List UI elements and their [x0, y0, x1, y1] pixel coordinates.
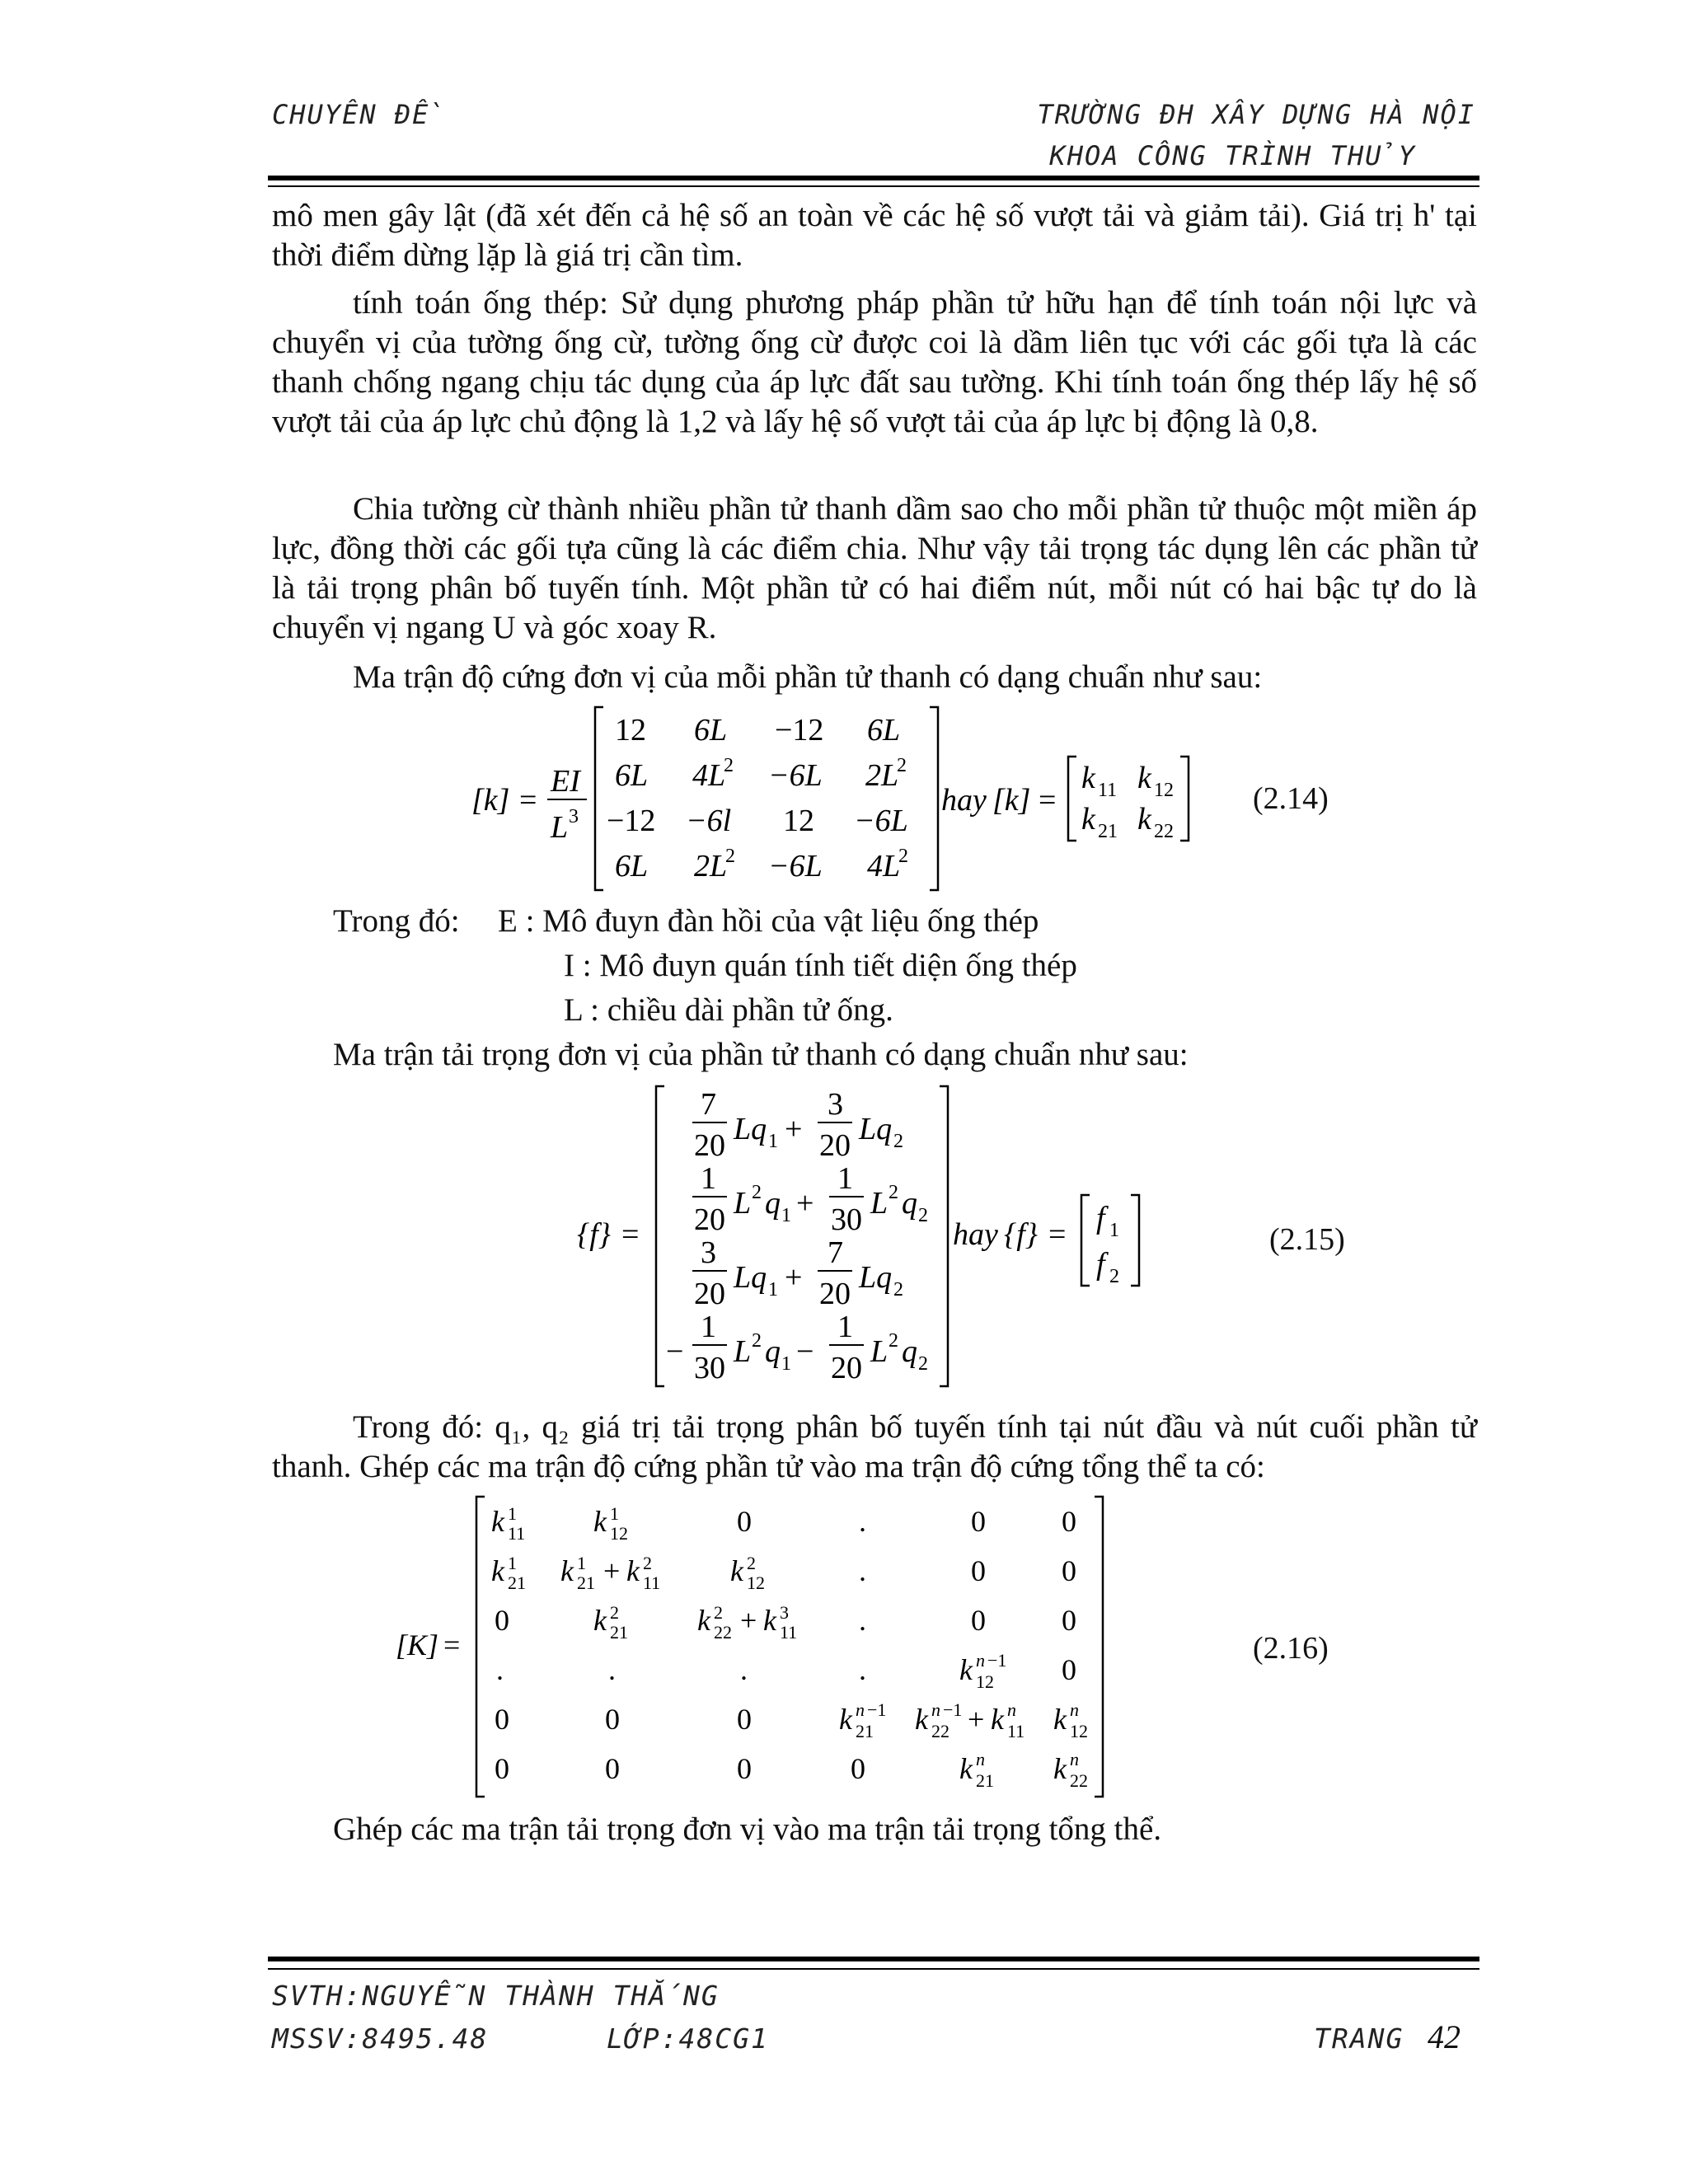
svg-text:L: L	[870, 1186, 889, 1221]
svg-text:12: 12	[1070, 1721, 1088, 1741]
svg-text:21: 21	[577, 1572, 595, 1593]
svg-text:11: 11	[643, 1572, 661, 1593]
svg-text:1: 1	[837, 1161, 853, 1196]
svg-text:7: 7	[701, 1087, 716, 1122]
svg-text:.: .	[608, 1653, 616, 1686]
svg-text:1: 1	[701, 1161, 716, 1196]
svg-text:0: 0	[1062, 1604, 1076, 1637]
svg-text:+: +	[785, 1260, 803, 1295]
svg-text:3: 3	[701, 1235, 716, 1270]
paragraph-5: Ma trận tải trọng đơn vị của phần tử thanh có dạng chuẩn như sau:	[333, 1037, 1189, 1072]
svg-text:0: 0	[1062, 1653, 1076, 1686]
svg-text:k: k	[593, 1505, 607, 1538]
svg-text:12: 12	[747, 1572, 765, 1593]
svg-text:2L: 2L	[865, 758, 899, 793]
svg-text:20: 20	[694, 1202, 725, 1237]
svg-text:0: 0	[1062, 1505, 1076, 1538]
paragraph-7: Ghép các ma trận tải trọng đơn vị vào ma trận tải trọng tổng thể.	[333, 1811, 1162, 1847]
svg-text:4L: 4L	[692, 758, 726, 793]
svg-text:2: 2	[610, 1602, 619, 1623]
svg-text:1: 1	[768, 1279, 778, 1301]
svg-text:21: 21	[508, 1572, 526, 1593]
svg-text:2: 2	[643, 1553, 652, 1573]
footer-class: LỚP:48CG1	[607, 2022, 769, 2055]
svg-text:6L: 6L	[615, 758, 649, 793]
svg-text:0: 0	[851, 1752, 865, 1785]
footer-mssv: MSSV:8495.48	[272, 2022, 489, 2055]
svg-text:L: L	[734, 1334, 752, 1369]
svg-text:−6L: −6L	[768, 758, 823, 793]
svg-text:6L: 6L	[615, 849, 649, 883]
svg-text:0: 0	[971, 1604, 986, 1637]
svg-text:7: 7	[828, 1235, 843, 1270]
svg-text:k: k	[730, 1554, 743, 1587]
svg-text:k: k	[626, 1554, 640, 1587]
paragraph-2: tính toán ống thép: Sử dụng phương pháp phần tử hữu hạn để tính toán nội lực và chuyển vị của tường ống cừ, tường ống cừ được coi là dầm liên tục với các gối tựa là các thanh chống ngang chịu tác dụng của áp lực đất sau tường. Khi tính toán ống thép lấy hệ số vượt tải của áp lực chủ động là 1,2 và lấy hệ số vượt tải của áp lực bị động là 0,8.	[272, 285, 1477, 439]
svg-text:21: 21	[976, 1770, 994, 1791]
svg-text:4L: 4L	[867, 849, 901, 883]
svg-text:n: n	[976, 1650, 985, 1671]
svg-text:30: 30	[831, 1202, 862, 1237]
where-L: L : chiều dài phần tử ống.	[564, 992, 893, 1028]
svg-text:−1: −1	[943, 1699, 963, 1720]
svg-text:2: 2	[898, 846, 908, 867]
svg-text:20: 20	[694, 1277, 725, 1311]
svg-text:q: q	[765, 1334, 781, 1369]
svg-text:22: 22	[714, 1622, 732, 1643]
equation-number-2-15: (2.15)	[1269, 1222, 1345, 1257]
svg-text:−12: −12	[775, 713, 824, 748]
svg-text:L: L	[734, 1186, 752, 1221]
svg-text:2: 2	[897, 755, 907, 776]
svg-text:20: 20	[819, 1277, 851, 1311]
svg-text:3: 3	[828, 1087, 843, 1122]
svg-text:2: 2	[918, 1353, 928, 1375]
svg-text:f: f	[1096, 1201, 1105, 1235]
svg-text:−12: −12	[607, 804, 656, 838]
svg-text:k: k	[491, 1554, 504, 1587]
svg-text:.: .	[859, 1604, 866, 1637]
svg-text:2: 2	[724, 755, 734, 776]
svg-text:1: 1	[508, 1553, 517, 1573]
svg-text:12: 12	[1154, 780, 1174, 801]
svg-text:2: 2	[1109, 1266, 1119, 1287]
svg-text:k: k	[1081, 802, 1095, 837]
svg-text:0: 0	[495, 1752, 509, 1785]
svg-text:0: 0	[737, 1752, 752, 1785]
load-vector-equation	[577, 1080, 1170, 1393]
svg-text:q: q	[765, 1186, 781, 1221]
svg-text:k: k	[697, 1604, 710, 1637]
svg-text:k: k	[560, 1554, 574, 1587]
svg-text:0: 0	[605, 1752, 620, 1785]
svg-text:.: .	[859, 1505, 866, 1538]
svg-text:.: .	[859, 1653, 866, 1686]
svg-text:−6l: −6l	[686, 804, 732, 838]
svg-text:k: k	[593, 1604, 607, 1637]
header-faculty: KHOA CÔNG TRÌNH THỦY	[1049, 140, 1416, 171]
svg-text:12: 12	[783, 804, 814, 838]
svg-text:0: 0	[971, 1505, 986, 1538]
paragraph-3: Chia tường cừ thành nhiều phần tử thanh dầm sao cho mỗi phần tử thuộc một miền áp lực, đồng thời các gối tựa cũng là các điểm chia. Như vậy tải trọng tác dụng lên các phần tử là tải trọng phân bố tuyến tính. Một phần tử có hai điểm nút, mỗi nút có hai bậc tự do là chuyển vị ngang U và góc xoay R.	[272, 491, 1477, 645]
svg-text:0: 0	[495, 1703, 509, 1736]
where-I: I : Mô đuyn quán tính tiết diện ống thép	[564, 948, 1077, 983]
svg-text:11: 11	[1007, 1721, 1025, 1741]
svg-text:0: 0	[737, 1703, 752, 1736]
svg-text:n: n	[1007, 1699, 1016, 1720]
svg-text:L: L	[870, 1334, 889, 1369]
svg-text:=: =	[1039, 783, 1057, 818]
svg-text:+: +	[796, 1186, 814, 1221]
svg-text:2: 2	[752, 1330, 762, 1352]
svg-text:20: 20	[694, 1128, 725, 1163]
stiffness-matrix-equation	[462, 699, 1203, 897]
svg-text:12: 12	[615, 713, 646, 748]
svg-text:k: k	[1053, 1752, 1067, 1785]
svg-text:−: −	[796, 1334, 814, 1369]
svg-text:q: q	[902, 1334, 917, 1369]
svg-text:+: +	[603, 1554, 621, 1587]
svg-text:30: 30	[694, 1351, 725, 1385]
svg-text:21: 21	[610, 1622, 628, 1643]
svg-text:Lq: Lq	[734, 1260, 767, 1295]
svg-text:6L: 6L	[694, 713, 728, 748]
header-left: CHUYÊN ĐỀ	[272, 99, 446, 130]
paragraph-6: Trong đó: q₁, q₂ giá trị tải trọng phân bố tuyến tính tại nút đầu và nút cuối phần tử thanh. Ghép các ma trận độ cứng phần tử vào ma trận độ cứng tổng thể ta có:	[272, 1409, 1477, 1484]
svg-text:1: 1	[837, 1310, 853, 1344]
svg-text:1: 1	[1109, 1220, 1119, 1241]
equation-number-2-14: (2.14)	[1253, 781, 1329, 816]
svg-text:21: 21	[1098, 821, 1118, 842]
page-number: 42	[1428, 2018, 1461, 2055]
svg-text:n: n	[1070, 1749, 1079, 1769]
svg-text:2: 2	[918, 1205, 928, 1226]
footer-rule-thick	[268, 1957, 1479, 1961]
svg-text:−1: −1	[987, 1650, 1007, 1671]
svg-text:1: 1	[781, 1353, 791, 1375]
svg-text:k: k	[763, 1604, 776, 1637]
paragraph-4: Ma trận độ cứng đơn vị của mỗi phần tử thanh có dạng chuẩn như sau:	[353, 659, 1263, 695]
svg-text:22: 22	[1070, 1770, 1088, 1791]
svg-text:+: +	[968, 1703, 985, 1736]
svg-text:k: k	[1137, 802, 1151, 837]
svg-text:0: 0	[1062, 1554, 1076, 1587]
svg-text:2: 2	[893, 1131, 903, 1152]
svg-text:21: 21	[856, 1721, 874, 1741]
svg-text:2: 2	[714, 1602, 723, 1623]
svg-text:{f}: {f}	[577, 1217, 611, 1252]
svg-text:2: 2	[725, 846, 735, 867]
hay-word-2: hay	[953, 1217, 998, 1252]
svg-text:n: n	[931, 1699, 940, 1720]
paragraph-1: mô men gây lật (đã xét đến cả hệ số an toàn về các hệ số vượt tải và giảm tải). Giá trị h' tại thời điểm dừng lặp là giá trị cần tìm.	[272, 198, 1477, 273]
svg-text:−6L: −6L	[854, 804, 908, 838]
svg-text:.: .	[740, 1653, 748, 1686]
svg-text:11: 11	[780, 1622, 798, 1643]
svg-text:12: 12	[610, 1523, 628, 1544]
svg-text:k: k	[1137, 761, 1151, 795]
svg-text:.: .	[859, 1554, 866, 1587]
svg-text:1: 1	[577, 1553, 586, 1573]
svg-text:.: .	[496, 1653, 504, 1686]
svg-text:2L: 2L	[694, 849, 728, 883]
svg-text:=: =	[443, 1629, 461, 1661]
svg-text:11: 11	[1098, 780, 1118, 801]
global-stiffness-matrix-equation	[387, 1490, 1146, 1803]
header-rule-thick	[268, 176, 1479, 180]
equation-number-2-16: (2.16)	[1253, 1631, 1329, 1666]
footer-student: SVTH:NGUYỄN THÀNH THẮNG	[272, 1980, 720, 2012]
header-university: TRƯỜNG ĐH XÂY DỰNG HÀ NỘI	[1037, 99, 1475, 130]
svg-text:Lq: Lq	[859, 1260, 893, 1295]
svg-text:k: k	[839, 1703, 852, 1736]
svg-text:k: k	[491, 1505, 504, 1538]
svg-text:Lq: Lq	[859, 1112, 893, 1146]
svg-text:3: 3	[780, 1602, 789, 1623]
svg-text:k: k	[959, 1752, 973, 1785]
svg-text:−6L: −6L	[768, 849, 823, 883]
svg-text:L: L	[551, 810, 569, 845]
svg-text:[k]: [k]	[992, 783, 1031, 818]
svg-text:22: 22	[1154, 821, 1174, 842]
svg-text:n: n	[1070, 1699, 1079, 1720]
svg-text:[K]: [K]	[396, 1629, 439, 1661]
svg-text:k: k	[1081, 761, 1095, 795]
svg-text:{f}: {f}	[1004, 1217, 1038, 1252]
svg-text:=: =	[621, 1217, 640, 1252]
svg-text:0: 0	[737, 1505, 752, 1538]
svg-text:0: 0	[605, 1703, 620, 1736]
header-rule-thin	[268, 185, 1479, 187]
svg-text:1: 1	[610, 1503, 619, 1524]
svg-text:−: −	[666, 1334, 684, 1369]
svg-text:20: 20	[831, 1351, 862, 1385]
svg-text:2: 2	[889, 1330, 898, 1352]
svg-text:0: 0	[495, 1604, 509, 1637]
svg-text:1: 1	[768, 1131, 778, 1152]
svg-text:2: 2	[889, 1182, 898, 1203]
svg-text:Lq: Lq	[734, 1112, 767, 1146]
svg-text:[k]: [k]	[471, 783, 510, 818]
where-E: E : Mô đuyn đàn hồi của vật liệu ống thép	[498, 903, 1039, 939]
svg-text:q: q	[902, 1186, 917, 1221]
svg-text:+: +	[740, 1604, 757, 1637]
svg-text:1: 1	[508, 1503, 517, 1524]
hay-word-1: hay	[941, 783, 987, 818]
svg-text:6L: 6L	[867, 713, 901, 748]
svg-text:1: 1	[781, 1205, 791, 1226]
svg-text:f: f	[1096, 1247, 1105, 1282]
svg-text:=: =	[519, 783, 537, 818]
svg-text:+: +	[785, 1112, 803, 1146]
svg-text:−1: −1	[867, 1699, 887, 1720]
footer-page-label: TRANG	[1314, 2022, 1404, 2055]
svg-text:11: 11	[508, 1523, 526, 1544]
svg-text:2: 2	[747, 1553, 756, 1573]
svg-text:k: k	[915, 1703, 928, 1736]
svg-text:1: 1	[701, 1310, 716, 1344]
svg-text:12: 12	[976, 1671, 994, 1692]
svg-text:2: 2	[752, 1182, 762, 1203]
svg-text:22: 22	[931, 1721, 950, 1741]
svg-text:0: 0	[971, 1554, 986, 1587]
svg-text:20: 20	[819, 1128, 851, 1163]
svg-text:k: k	[991, 1703, 1004, 1736]
where-label: Trong đó:	[333, 903, 460, 939]
svg-text:k: k	[1053, 1703, 1067, 1736]
svg-text:EI: EI	[551, 764, 580, 799]
svg-text:3: 3	[569, 806, 579, 827]
svg-text:n: n	[856, 1699, 865, 1720]
footer-rule-thin	[268, 1968, 1479, 1970]
svg-text:n: n	[976, 1749, 985, 1769]
svg-text:=: =	[1048, 1217, 1067, 1252]
svg-text:2: 2	[893, 1279, 903, 1301]
svg-text:k: k	[959, 1653, 973, 1686]
